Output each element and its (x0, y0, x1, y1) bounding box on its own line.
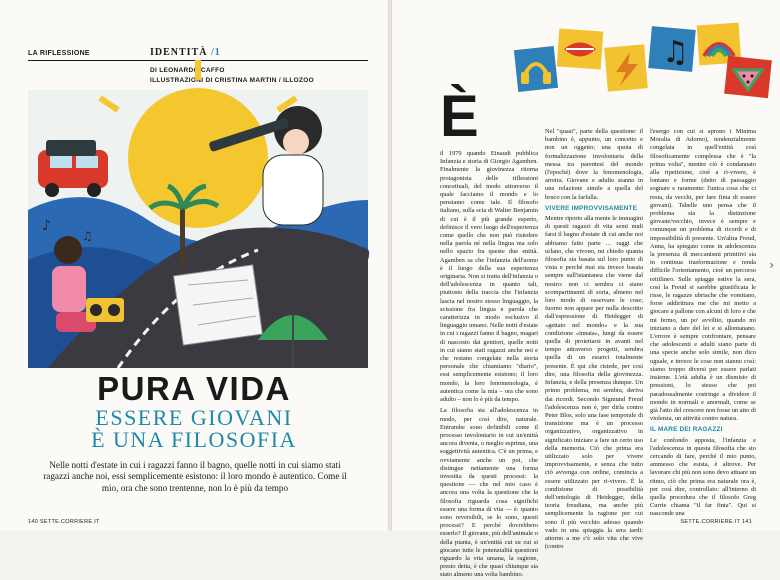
left-page (0, 0, 388, 531)
illustration-credit: ILLUSTRAZIONI DI CRISTINA MARTIN / ILLOZOO (150, 77, 315, 84)
article-paragraph: l'esergo con cui si aprono i Minima Moralia di Adorno), tendenzialmente congelata in quell'entità così filosoficamente complessa che è "la prima volta", mentre ciò è condannato alla ripetizione, cioè a ri-vivere, è lontano e forme (detto di paesaggio sognare e raramente: l'unica cosa che ci resta, da vecchi, per fare finta di essere giovani). Tabelle uno pensa che il problema sia la distinzione giovane/vecchio, invece è sempre e comunque un problema di ricordi e di impossibilità di presente. Un'altra Freud, Anna, ha spiegato come in adolescenza la presenza di meccanismi primitivi sia in continua trasformazione e renda difficile l'orientamento, cioè un percorso rettilineo. Sulle spiagge estive la sera, così la Freud si sarebbe giustificata le risse, le ragazze ubriache che vomitano, forse addirittura me che mi metto a giocare a pallone con alcuni di loro e che mi fermo, un po' avvilito, quando mi iniziano a dare del lei e si allontanano. L'errore è sempre confrontare, pensare che adolescenti e adulti siano parte di una specie anche solo simile, non dico uguale, e invece le cose non stanno così: siamo troppo diversi per essere parlati insieme. L'età adulta è un dismisto di pressioni, lo stesso che poi paradossalmente costringe a dividere il mondo in normali e anormali, come se già l'atto del crescere non fosse un atto di violenza, un attività contro natura. (650, 128, 756, 423)
section-heading-mare: IL MARE DEI RAGAZZI (650, 426, 723, 434)
credits (150, 66, 314, 86)
article-column-1 (440, 150, 538, 580)
article-paragraph: Mentre riporto alla mente le immagini di questi ragazzi di vita semi nudi farsi il bagno d'estate di cui anche noi abbiamo fatto parte … raggi che urlano, che vivono, mi chiedo quanta filosofia sia basata sul loro punto di vista e perché mai sia invece basata sempre sull'istantanea che viene dal nostro: non ci sembra ci siano scompartimenti di sorta, almeno nel loro modo di osservare le cose; fuorno non appare per nulla descritto dall'espressione di Heidegger di «gettato nel mondo» e la sua condizione «innata», lungi da essere quella di proiettarsi in avanti nel tempo attraverso progetti, sembra quella di un esserci totalmente presente. È qui che risiede, per così dire, una filosofia della giovinezza. Infanzia, e della presenza dunque. Un primo problema, mi sembra, deriva dai ricordi. Secondo Sigmund Freud l'adolescenza non è, per dirla contro Peter Blos, solo una fase temporale di transizione ma è un processo organizzativo, organizzativo in significato iniziare a fare un certo uso della memoria. Ciò che prima era utilizzato solo per vivere improvvisamente, e senza che tutto ciò avvenga con ordine, comincia a essere utilizzato per ri-vivere. È la condizione di possibilità dell'ontologia di Heidegger, della teoria freudiana, ma anche più semplicemente la ragione per cui sono il più vecchio adesso quando vado in una spiaggia la sera tardi: attorno a me c'è solo vita che vive (contro (545, 215, 643, 551)
section-rubric: LA RIFLESSIONE (28, 50, 90, 57)
svg-text:♫: ♫ (82, 229, 93, 243)
section-heading-vivere: VIVERE IMPROVVISAMENTE (545, 204, 638, 212)
subhead-line-1: ESSERE GIOVANI (95, 405, 293, 430)
standfirst: Nelle notti d'estate in cui i ragazzi fanno il bagno, quelle notti in cui siamo stati ragazzi anche noi, essi semplicemente esistono: il loro mondo è autentico. Come il mio, ora che sono trentenne, non lo è più da tempo (43, 460, 347, 493)
lips-icon (557, 29, 604, 70)
drop-cap: È (440, 84, 479, 149)
subhead-line-2: È UNA FILOSOFIA (91, 427, 297, 452)
footer-left: 140 SETTE.CORRIERE.IT (28, 519, 100, 525)
headphones-icon (514, 46, 558, 92)
byline: DI LEONARDO CAFFO (150, 67, 225, 74)
series-title-text: IDENTITÀ (150, 47, 208, 58)
series-number: /1 (210, 47, 221, 58)
svg-text:♫: ♫ (662, 35, 689, 70)
icon-strip (512, 22, 774, 98)
right-page (392, 0, 780, 579)
article-paragraph: Nel "quasi", parte della questione: il bambino è, appunto, un concetto e non un oggetto; una quota di formalizzazione involontaria della messa tra parentesi del mondo (l'epoché) dove la fenomenologia, arretra. Giovane e adulto stanno in una relazione simile a quella del bruco con la farfalla. (545, 128, 643, 201)
lightning-bolt-icon (604, 44, 648, 91)
article-paragraph: Le confondo apposta, l'infanzia e l'adolescenza in questa filosofia che sto cercando di fare, perché il mio punto, ammesso che esista, è altrove. Per lavorare chi più non sono devo attuare un ritmo, ciò che prima era naturale ora è, per così dire, controllato: all'interno di quella procedura che il filosofo Greg Currie chiama "il far finta". Qui si nasconde una (650, 436, 756, 518)
footer-right: SETTE.CORRIERE.IT 141 (680, 519, 752, 525)
article-paragraph: La filosofia sta all'adolescenza in modo, per così dire, naturale. Entrambe sono definibili come il processo involontario in cui un'entità ancora diventa, o meglio esprime, una soggettività autentica. C'è un prima, e ovviamente anche un poi, che distingue nettamente una forma investita da questi processi: la questione — che nel mio caso è ancora una volta la questione che la filosofia riguarda cosa significhi essere una forma di vita — è: quanto sono reversibili, se lo sono, questi processi? E perché dovrebbero esserlo? Il giovane, più dell'animale o della pianta, è un'entità cui su cui si giocano tutte le potenzialità questioni riguardo la vita umana, la ragione, presto detta, è che quasi chiunque sia stato almeno una volta bambino. (440, 407, 538, 579)
music-note-icon (648, 26, 695, 72)
article-column-2 (545, 128, 643, 551)
watermelon-icon (724, 56, 772, 98)
headline: PURA VIDA (97, 370, 291, 407)
article-paragraph: il 1979 quando Einaudi pubblica Infanzia e storia di Giorgio Agamben. Finalmente la giovinezza ritorna protagonista delle riflessioni concettuali, del modo attraverso il quale facciamo il mondo e lo pensiamo come tale. Il filosofo italiano, sulla scia di Walter Benjamin di cui è il più grande esperto, definisce il vero luogo dell'esperienza come quello che non può risiedere nella parola né nella lingua ma solo nello spazio fra queste due entità. Agamben sa che l'infanzia dell'uomo è il luogo della sua esperienza originaria. Non si tratta dell'infanzia o dell'adolescenza in quanto tali, piuttosto della traccia che l'infanzia lascia nel nostro stesso linguaggio, la scissione fra lingua e parola che caratterizza in modo esclusivo il linguaggio umano. Nelle notti d'estate in cui i ragazzi fanno il bagno, magari di nascosto dai genitori, quelle notti in cui siamo stati ragazzi anche noi e che restano congelate nella storia personale che chiamiamo "diario", essi semplicemente esistono; il loro mondo, la loro fenomenologia, è autentica come la mia – ora che sono adulto – non lo è più da tempo. (440, 150, 538, 404)
svg-text:♪: ♪ (42, 218, 51, 234)
series-title (150, 47, 221, 58)
summer-illustration (28, 90, 368, 368)
next-page-arrow-icon[interactable]: › (769, 258, 774, 272)
article-column-3 (650, 128, 756, 519)
